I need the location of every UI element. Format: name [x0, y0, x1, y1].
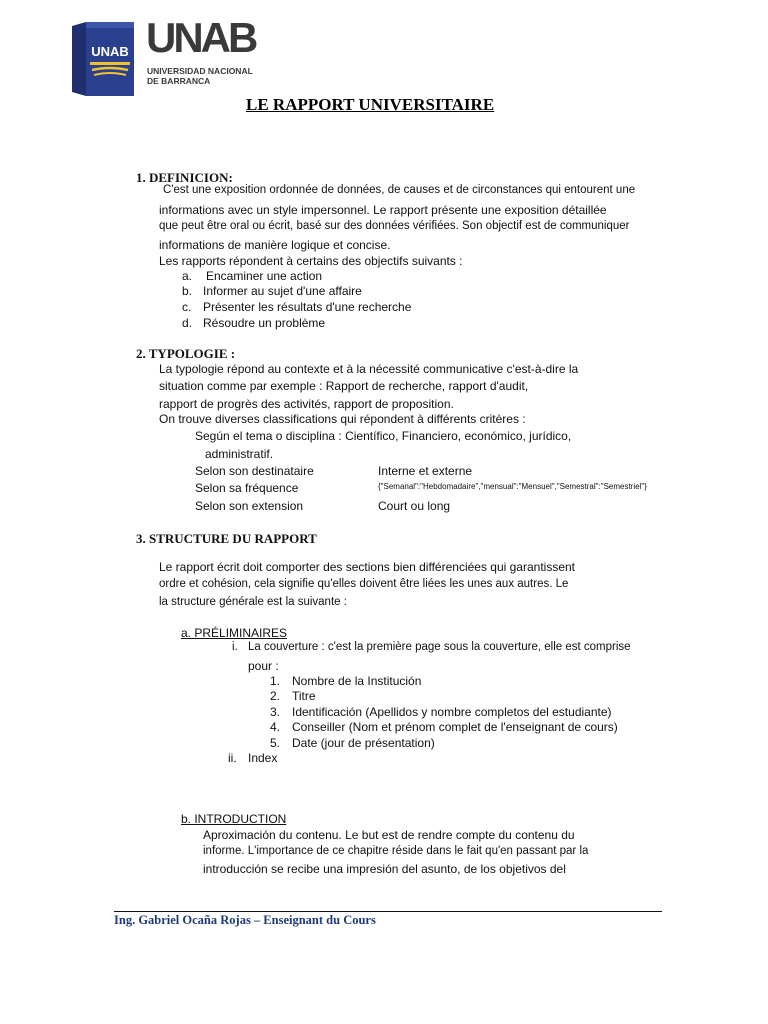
s3-sub1-num: 1. — [270, 674, 281, 688]
s3-introduction-heading: b. INTRODUCTION — [181, 812, 287, 826]
s3-line2: ordre et cohésion, cela signifie qu'elles doivent être liées les unes aux autres. Le — [159, 578, 569, 590]
s1-line3: que peut être oral ou écrit, basé sur des données vérifiées. Son objectif est de communiquer — [159, 220, 630, 232]
s1-line4: informations de manière logique et concise. — [159, 238, 391, 252]
s3-couverture-text: La couverture : c'est la première page sous la couverture, elle est comprise — [248, 641, 631, 653]
s3-preliminaires-heading: a. PRÉLIMINAIRES — [181, 626, 288, 640]
university-name-line1: UNIVERSIDAD NACIONAL — [147, 66, 253, 76]
footer-author: Ing. Gabriel Ocaña Rojas – Enseignant du Cours — [114, 913, 376, 927]
s1-line1: C'est une exposition ordonnée de données, de causes et de circonstances qui entourent une — [163, 184, 636, 196]
university-name-line2: DE BARRANCA — [147, 76, 211, 86]
section-1-heading: 1. DEFINICION: — [136, 170, 233, 185]
s3-intro-line1: Aproximación du contenu. Le but est de rendre compte du contenu du — [203, 828, 575, 842]
s3-sub1-text: Nombre de la Institución — [292, 674, 422, 688]
s1-item-d-letter: d. — [182, 316, 193, 330]
s3-index: Index — [248, 751, 278, 765]
s1-item-b-text: Informer au sujet d'une affaire — [203, 284, 362, 298]
s2-bullet1: Según el tema o disciplina : Científico, Financiero, económico, jurídico, — [195, 429, 572, 443]
s1-item-a-text: Encaminer une action — [206, 269, 323, 283]
s2-line1: La typologie répond au contexte et à la nécessité communicative c'est-à-dire la — [159, 362, 579, 376]
s2-bullet4-value: Court ou long — [378, 499, 451, 513]
s1-item-a-letter: a. — [182, 269, 193, 283]
s3-sub2-num: 2. — [270, 689, 281, 703]
s3-sub3-num: 3. — [270, 705, 281, 719]
s1-item-d-text: Résoudre un problème — [203, 316, 326, 330]
s2-bullet2-value: Interne et externe — [378, 464, 473, 478]
s3-sub4-text: Conseiller (Nom et prénom complet de l'enseignant de cours) — [292, 720, 618, 734]
s3-line3: la structure générale est la suivante : — [159, 596, 347, 608]
page-title: LE RAPPORT UNIVERSITAIRE — [246, 95, 495, 114]
s2-bullet3-value: {"Semanal":"Hebdomadaire","mensual":"Mensuel","Semestral":"Semestriel"} — [378, 482, 647, 491]
s3-intro-line3: introducción se recibe una impresión del asunto, de los objetivos del — [203, 862, 566, 876]
s2-line4: On trouve diverses classifications qui répondent à différents critères : — [159, 412, 526, 426]
s3-sub5-num: 5. — [270, 736, 281, 750]
s1-line2: informations avec un style impersonnel. Le rapport présente une exposition détaillée — [159, 203, 607, 217]
s3-roman-ii: ii. — [228, 751, 237, 765]
logo-mark-text: UNAB — [91, 44, 129, 59]
s3-line1: Le rapport écrit doit comporter des sections bien différenciées qui garantissent — [159, 560, 576, 574]
section-2-heading: 2. TYPOLOGIE : — [136, 346, 236, 361]
s2-bullet2: Selon son destinataire — [195, 464, 314, 478]
s1-item-c-letter: c. — [182, 300, 192, 314]
s2-bullet4: Selon son extension — [195, 499, 304, 513]
s3-intro-line2: informe. L'importance de ce chapitre réside dans le fait qu'en passant par la — [203, 845, 589, 857]
s2-line3: rapport de progrès des activités, rapport de proposition. — [159, 397, 454, 411]
university-logo-mark — [72, 22, 134, 96]
s2-bullet1-cont: administratif. — [205, 447, 274, 461]
logo-emblem-icon — [72, 22, 134, 96]
s1-line5: Les rapports répondent à certains des objectifs suivants : — [159, 254, 463, 268]
s2-line2: situation comme par exemple : Rapport de recherche, rapport d'audit, — [159, 379, 529, 393]
logo-wordmark: UNAB — [146, 14, 256, 61]
s3-sub4-num: 4. — [270, 720, 281, 734]
section-3-heading: 3. STRUCTURE DU RAPPORT — [136, 531, 317, 546]
s3-roman-i: i. — [232, 641, 238, 653]
footer-rule — [114, 911, 662, 912]
s2-bullet3: Selon sa fréquence — [195, 481, 299, 495]
s3-sub5-text: Date (jour de présentation) — [292, 736, 435, 750]
s3-sub3-text: Identificación (Apellidos y nombre completos del estudiante) — [292, 705, 612, 719]
s1-item-c-text: Présenter les résultats d'une recherche — [203, 300, 412, 314]
s3-pour: pour : — [248, 659, 279, 673]
s1-item-b-letter: b. — [182, 284, 193, 298]
s3-sub2-text: Titre — [292, 689, 316, 703]
